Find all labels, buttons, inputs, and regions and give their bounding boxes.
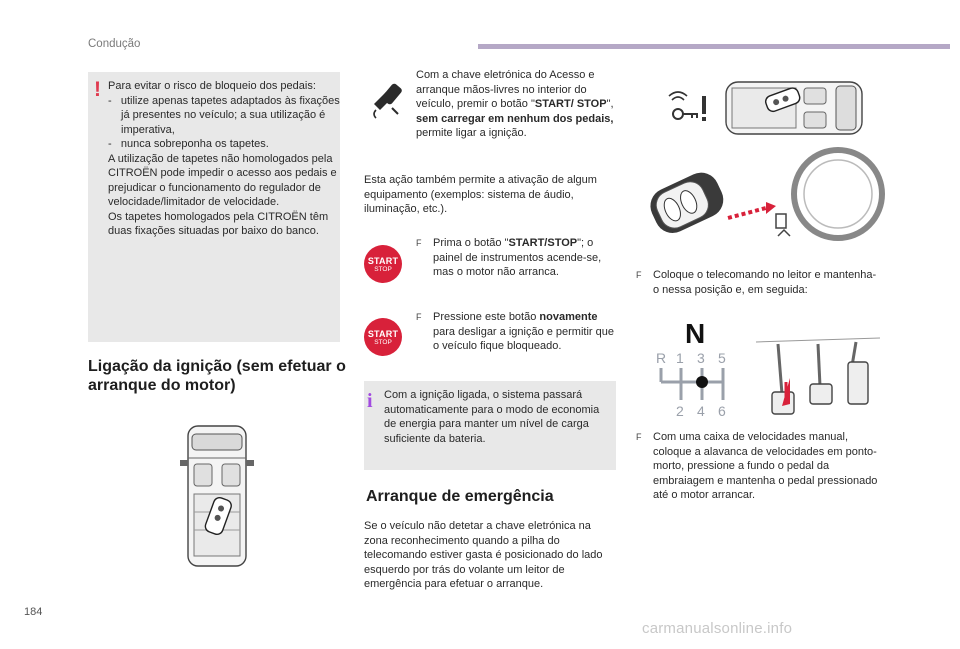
vehicle-top-view-illustration [178, 424, 258, 570]
warning-item: - utilize apenas tapetes adaptados às fixações já presentes no veículo; a sua utilização é imperativa, [108, 94, 340, 136]
header-accent-bar [478, 44, 950, 49]
gear-label: 1 [676, 350, 684, 366]
watermark: carmanualsonline.info [642, 620, 793, 637]
gear-neutral-label: N [685, 318, 706, 349]
key-not-detected-icon [668, 92, 712, 124]
emergency-text: Se o veículo não detetar a chave eletrónica na zona reconhecimento quando a pilha do telecomando estiver gasta é posicionado do lado esquerdo por trás do volante um leitor de emergência para efetuar o arranque. [364, 520, 603, 590]
gear-label: 4 [697, 403, 705, 419]
hands-free-key-icon [368, 80, 406, 118]
pedals-illustration [756, 336, 880, 422]
info-icon: i [367, 390, 373, 412]
key-fob-reader-illustration [648, 156, 878, 256]
warning-paragraph: A utilização de tapetes não homologados pela CITROËN pode impedir o acesso aos pedais e prejudicar o funcionamento do regulador de velocidade/limitador de velocidade. [108, 152, 337, 208]
warning-item: - nunca sobreponha os tapetes. [108, 138, 269, 150]
warning-paragraph: Os tapetes homologados pela CITROËN têm duas fixações situadas por baixo do banco. [108, 210, 329, 237]
gear-label: 3 [697, 350, 705, 366]
vehicle-top-view-key-illustration [724, 74, 864, 142]
exclamation-icon: ! [94, 78, 101, 101]
warning-intro: Para evitar o risco de bloqueio dos pedais: [108, 80, 316, 92]
start-stop-button-icon: START STOP [364, 245, 402, 283]
warning-text [108, 79, 340, 239]
gear-label: R [656, 350, 667, 366]
gear-label: 5 [718, 350, 726, 366]
start-stop-button-icon: START STOP [364, 318, 402, 356]
section-header: Condução [88, 38, 141, 50]
gear-label: 2 [676, 403, 684, 419]
accessory-text: Esta ação também permite a ativação de algum equipamento (exemplos: sistema de áudio, iluminação, etc.). [364, 174, 597, 215]
page-number: 184 [24, 606, 43, 618]
section-title-emergency: Arranque de emergência [366, 488, 554, 505]
hands-free-text: Com a chave eletrónica do Acesso e arranque mãos-livres no interior do veículo, premir o botão "START/ STOP", sem carregar em nenhum dos pedais, permite ligar a ignição. [416, 69, 614, 139]
gear-label: 6 [718, 403, 726, 419]
section-title-ignition: Ligação da ignição (sem efetuar o arranque do motor) [88, 358, 346, 394]
gear-shift-pattern [650, 350, 732, 420]
info-text: Com a ignição ligada, o sistema passará automaticamente para o modo de economia de energia para manter um nível de carga suficiente da bateria. [384, 389, 600, 445]
